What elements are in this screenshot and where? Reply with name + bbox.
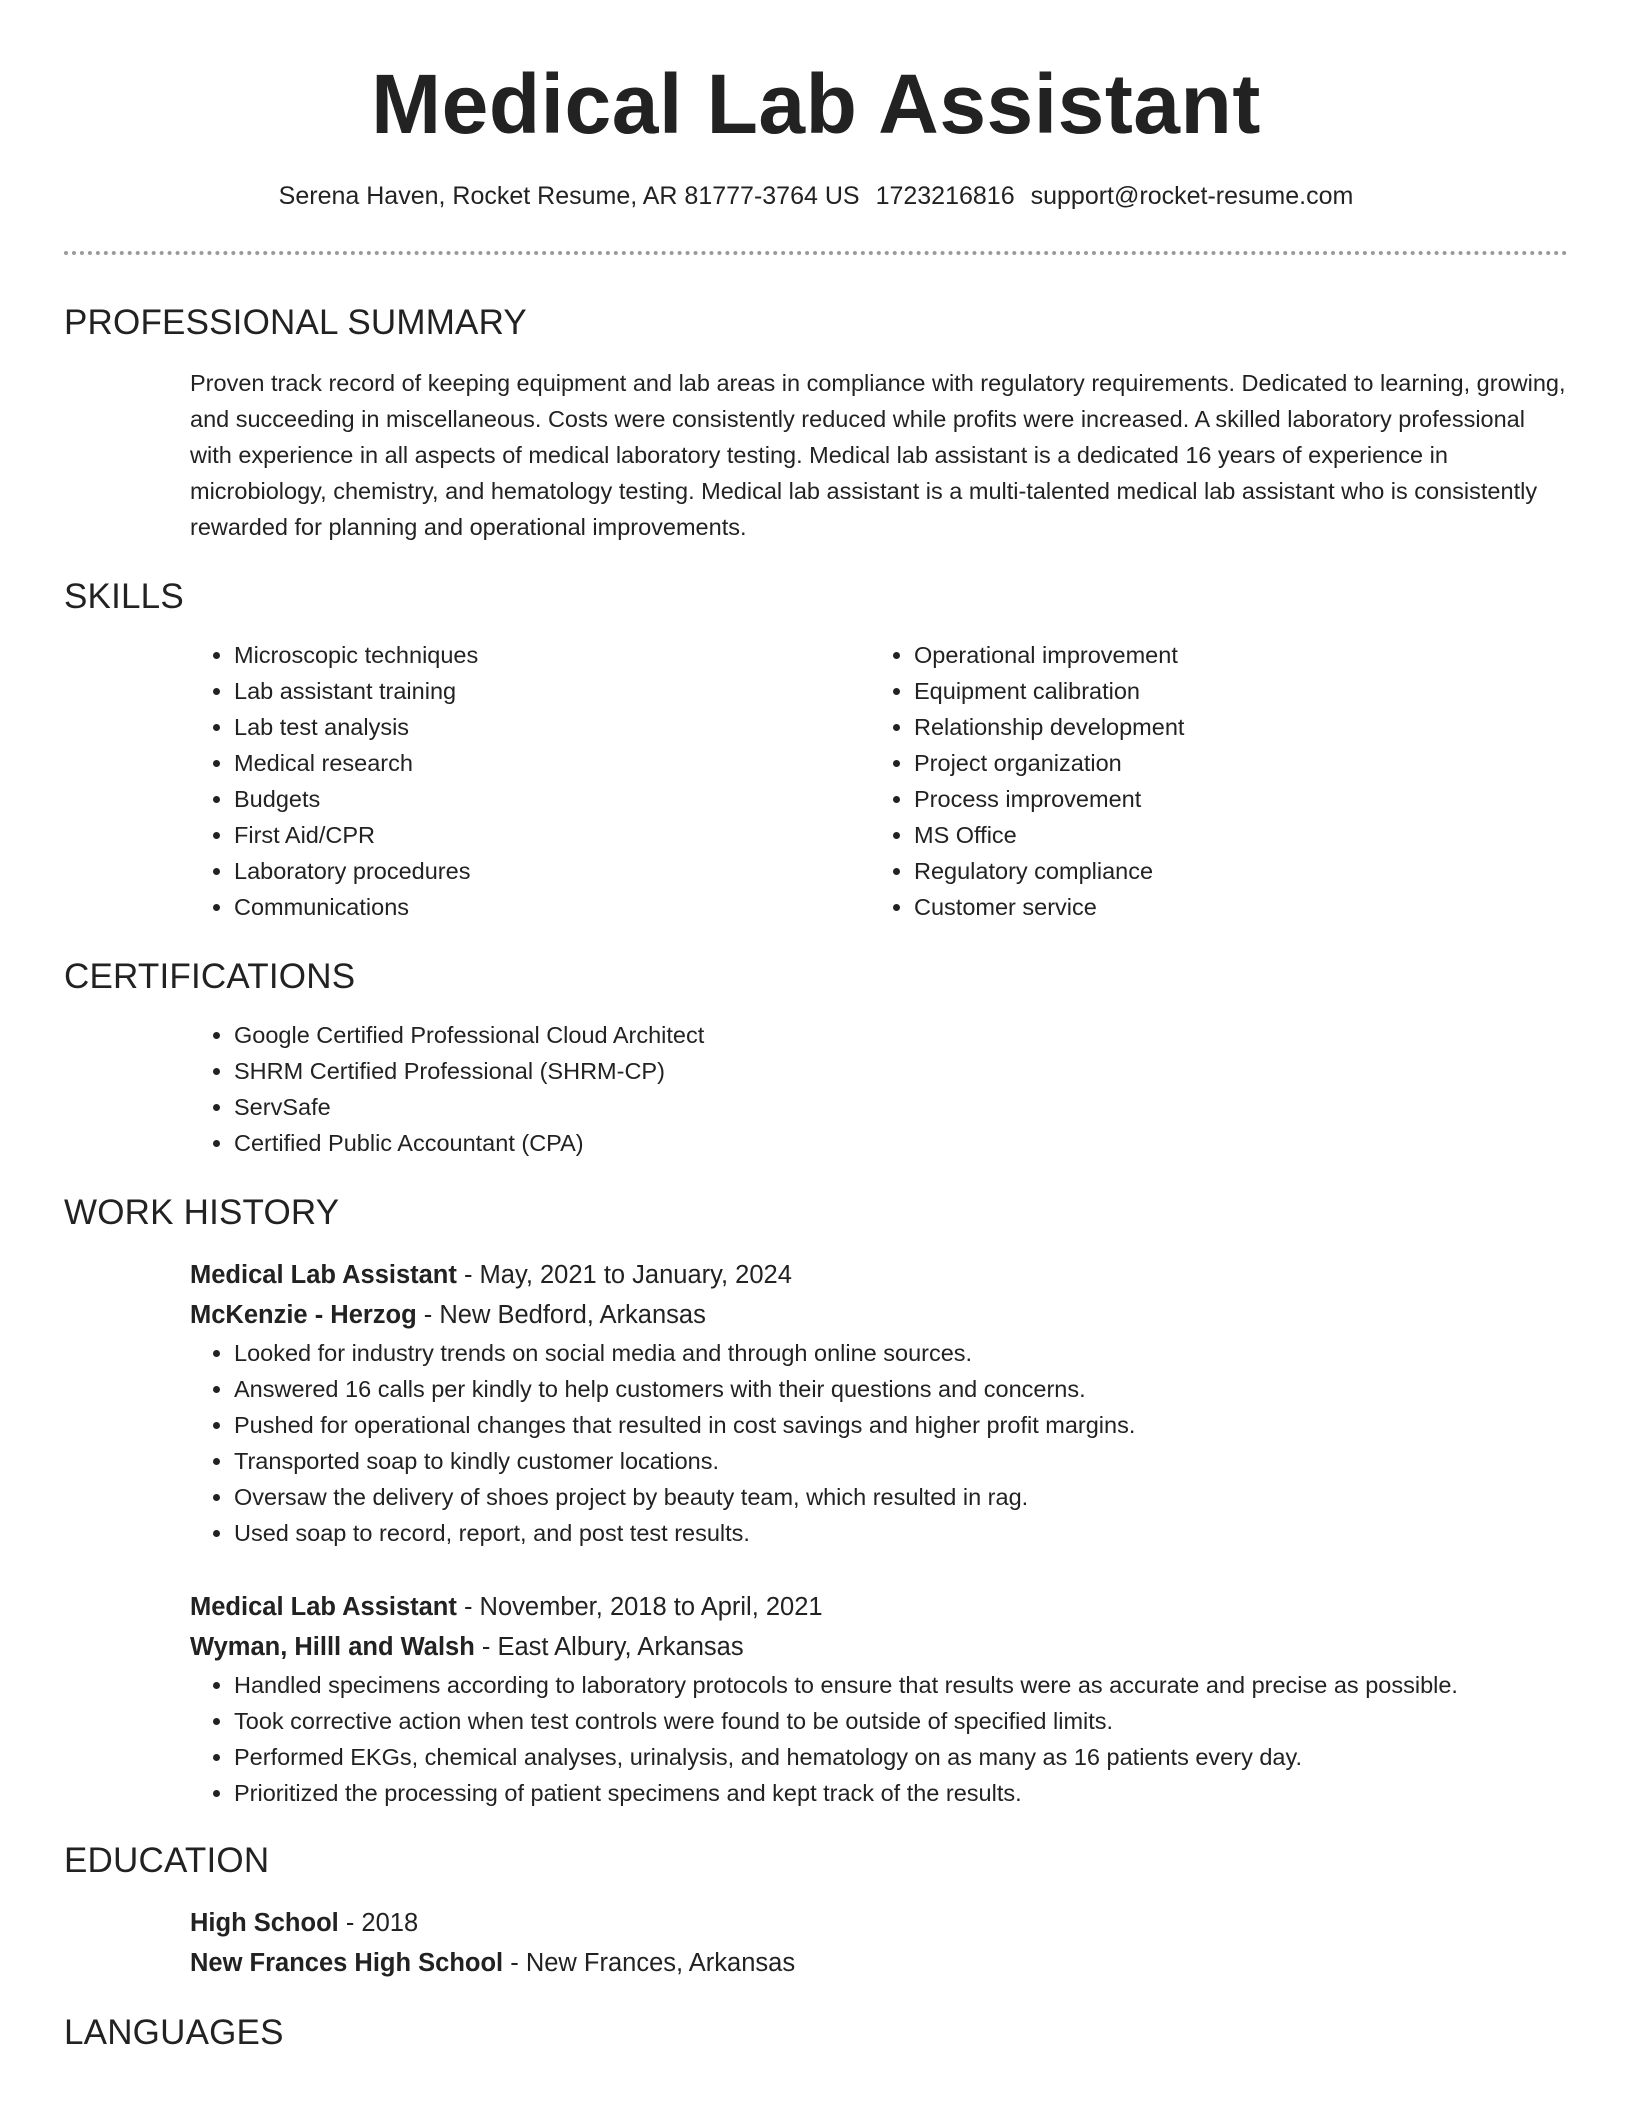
education-school-line xyxy=(190,1943,1568,1983)
skill-item: • Regulatory compliance xyxy=(914,853,1550,889)
education-heading: EDUCATION xyxy=(64,1841,270,1880)
skill-item: • First Aid/CPR xyxy=(234,817,870,853)
languages-heading: LANGUAGES xyxy=(64,2013,284,2052)
job-company-line xyxy=(190,1295,1568,1335)
skill-item: • Communications xyxy=(234,889,870,925)
job-title-line xyxy=(190,1255,1568,1295)
summary-section xyxy=(64,303,1568,545)
work-history-heading: WORK HISTORY xyxy=(64,1193,340,1232)
certification-item: • Certified Public Accountant (CPA) xyxy=(234,1125,1568,1161)
job-role: Medical Lab Assistant xyxy=(190,1593,457,1621)
job-role: Medical Lab Assistant xyxy=(190,1261,457,1289)
contact-email: support@rocket-resume.com xyxy=(1030,182,1354,210)
certifications-heading: CERTIFICATIONS xyxy=(64,957,356,996)
skill-item: • Operational improvement xyxy=(914,637,1550,673)
education-entry xyxy=(190,1903,1568,1983)
skill-item: • Budgets xyxy=(234,781,870,817)
resume-name: Medical Lab Assistant xyxy=(371,57,1261,151)
job-dates: - May, 2021 to January, 2024 xyxy=(456,1261,792,1289)
skill-item: • Lab assistant training xyxy=(234,673,870,709)
education-school: New Frances High School xyxy=(190,1949,504,1977)
certification-item: • SHRM Certified Professional (SHRM-CP) xyxy=(234,1053,1568,1089)
skills-section xyxy=(64,577,1568,925)
work-history-section xyxy=(64,1193,1568,1811)
languages-section xyxy=(64,2013,1568,2053)
education-degree-line xyxy=(190,1903,1568,1943)
job-company: McKenzie - Herzog xyxy=(190,1301,417,1329)
certifications-section xyxy=(64,957,1568,1161)
job-duty: • Answered 16 calls per kindly to help customers with their questions and concerns. xyxy=(234,1371,1568,1407)
job-company-line xyxy=(190,1627,1568,1667)
contact-line xyxy=(64,182,1568,211)
skill-item: • Equipment calibration xyxy=(914,673,1550,709)
skills-heading: SKILLS xyxy=(64,577,184,616)
job-duty: • Prioritized the processing of patient specimens and kept track of the results. xyxy=(234,1775,1568,1811)
summary-heading: PROFESSIONAL SUMMARY xyxy=(64,303,527,342)
skill-item: • Lab test analysis xyxy=(234,709,870,745)
job-entry xyxy=(190,1587,1568,1811)
skill-item: • Microscopic techniques xyxy=(234,637,870,673)
summary-text: Proven track record of keeping equipment and lab areas in compliance with regulatory requirements. Dedicated to learning, growing, and succeeding in miscellaneous. Costs were consistently reduced while profits were increased. A skilled laboratory professional with experience in all aspects of medical laboratory testing. Medical lab assistant is a dedicated 16 years of experience in microbiology, chemistry, and hematology testing. Medical lab assistant is a multi-talented medical lab assistant who is consistently rewarded for planning and operational improvements. xyxy=(190,370,1566,540)
job-duty: • Performed EKGs, chemical analyses, urinalysis, and hematology on as many as 16 patients every day. xyxy=(234,1739,1568,1775)
skill-item: • Process improvement xyxy=(914,781,1550,817)
job-duty: • Transported soap to kindly customer locations. xyxy=(234,1443,1568,1479)
job-duty: • Pushed for operational changes that resulted in cost savings and higher profit margins. xyxy=(234,1407,1568,1443)
education-degree: High School xyxy=(190,1909,339,1937)
education-section xyxy=(64,1841,1568,1983)
education-location: - New Frances, Arkansas xyxy=(503,1949,796,1977)
job-entry xyxy=(190,1255,1568,1551)
job-duty: • Looked for industry trends on social media and through online sources. xyxy=(234,1335,1568,1371)
job-location: - East Albury, Arkansas xyxy=(474,1633,744,1661)
job-duty: • Took corrective action when test controls were found to be outside of specified limits. xyxy=(234,1703,1568,1739)
job-duty: • Oversaw the delivery of shoes project by beauty team, which resulted in rag. xyxy=(234,1479,1568,1515)
skill-item: • Project organization xyxy=(914,745,1550,781)
job-duty: • Used soap to record, report, and post test results. xyxy=(234,1515,1568,1551)
skills-column-right xyxy=(870,637,1550,925)
skill-item: • Medical research xyxy=(234,745,870,781)
job-duties xyxy=(190,1667,1568,1811)
certification-item: • Google Certified Professional Cloud Architect xyxy=(234,1017,1568,1053)
skill-item: • Customer service xyxy=(914,889,1550,925)
skill-item: • Relationship development xyxy=(914,709,1550,745)
skills-column-left xyxy=(190,637,870,925)
job-duty: • Handled specimens according to laboratory protocols to ensure that results were as accurate and precise as possible. xyxy=(234,1667,1568,1703)
job-title-line xyxy=(190,1587,1568,1627)
education-year: - 2018 xyxy=(338,1909,419,1937)
skills-columns xyxy=(190,637,1568,925)
skill-item: • Laboratory procedures xyxy=(234,853,870,889)
skill-item: • MS Office xyxy=(914,817,1550,853)
certification-item: • ServSafe xyxy=(234,1089,1568,1125)
header-divider xyxy=(64,251,1568,255)
job-duties xyxy=(190,1335,1568,1551)
job-location: - New Bedford, Arkansas xyxy=(416,1301,706,1329)
job-dates: - November, 2018 to April, 2021 xyxy=(456,1593,823,1621)
job-company: Wyman, Hilll and Walsh xyxy=(190,1633,475,1661)
contact-phone: 1723216816 xyxy=(875,182,1015,210)
contact-address: Serena Haven, Rocket Resume, AR 81777-3764 US xyxy=(278,182,860,210)
